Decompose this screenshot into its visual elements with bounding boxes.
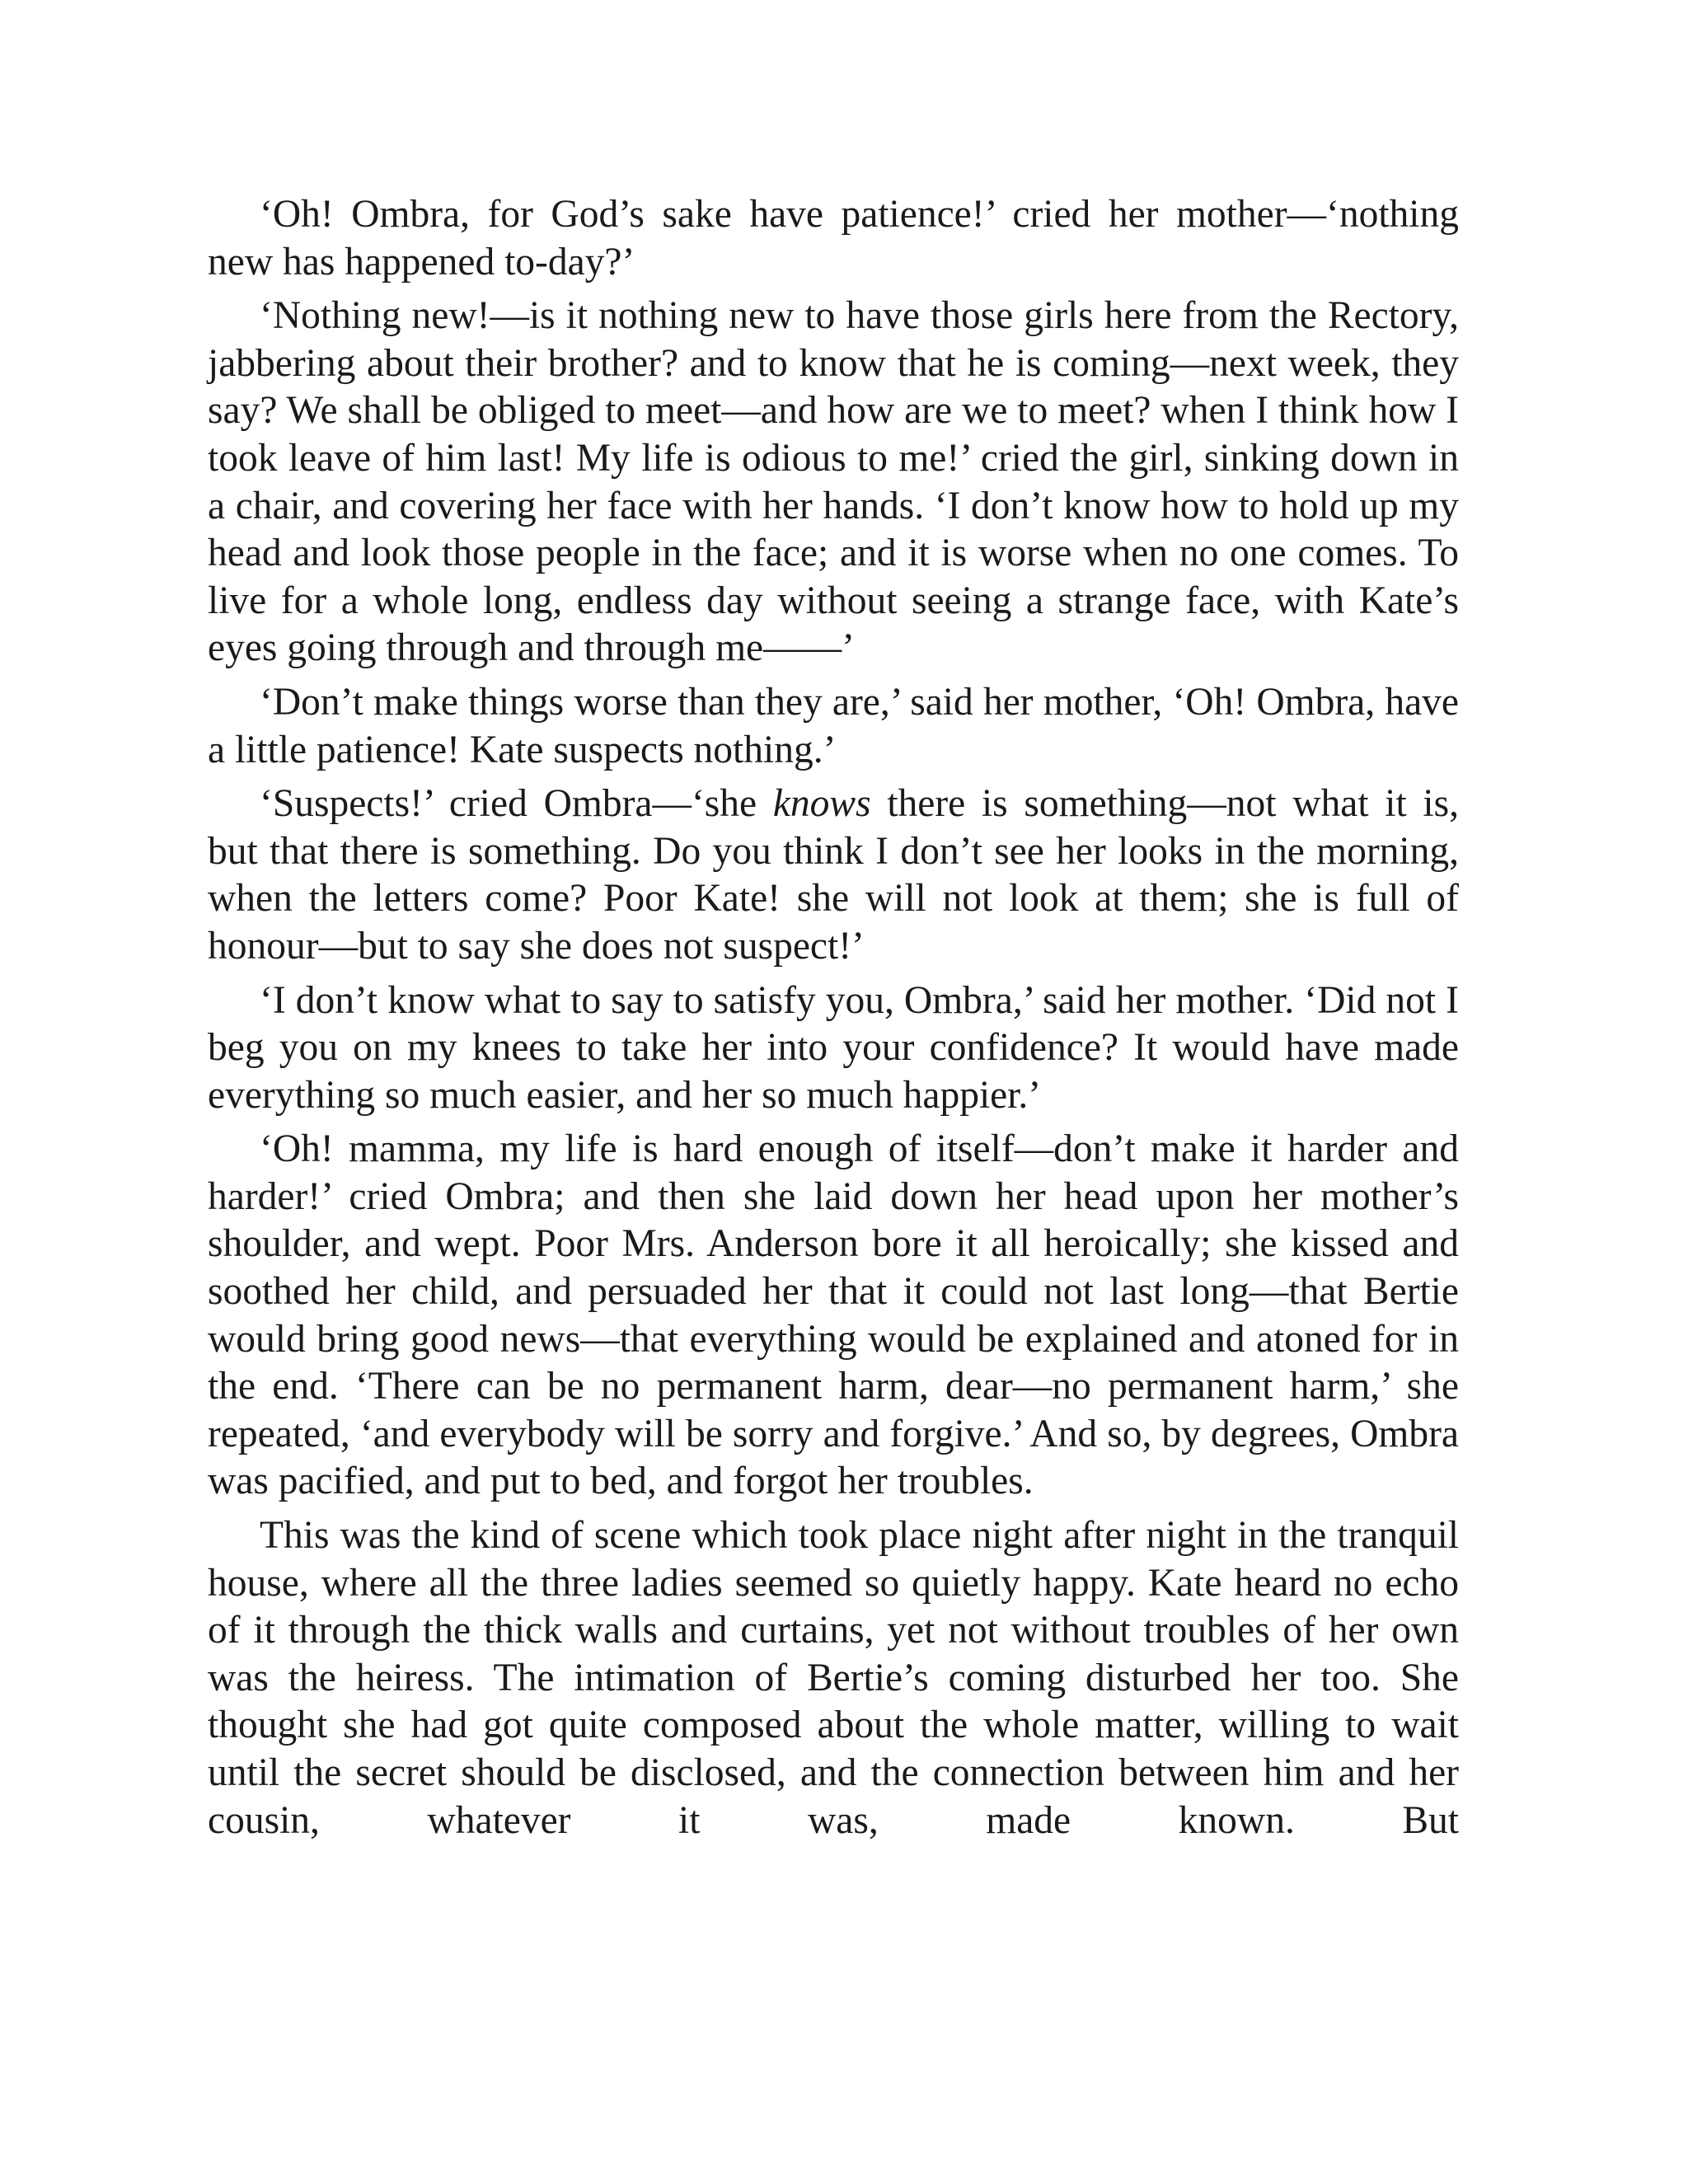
paragraph-2 bbox=[208, 293, 1459, 673]
text-run: ‘Don’t make things worse than they are,’ said her mother, ‘Oh! Ombra, have a little patience! Kate suspects nothing.’ bbox=[208, 680, 1459, 771]
italic-text: knows bbox=[772, 782, 871, 826]
text-run: ‘I don’t know what to say to satisfy you, Ombra,’ said her mother. ‘Did not I beg you on my knees to take her into your confidence? It would have made everything so much easier, and her so much happier.’ bbox=[208, 978, 1459, 1117]
text-run: ‘Oh! mamma, my life is hard enough of itself—don’t make it harder and harder!’ cried Ombra; and then she laid down her head upon her mother’s shoulder, and wept. Poor Mrs. Anderson bore it all heroically; she kissed and soothed her child, and persuaded her that it could not last long—that Bertie would bring good news—that everything would be explained and atoned for in the end. ‘There can be no permanent harm, dear—no permanent harm,’ she repeated, ‘and everybody will be sorry and forgive.’ And so, by degrees, Ombra was pacified, and put to bed, and forgot her troubles. bbox=[208, 1127, 1459, 1503]
paragraph-7 bbox=[208, 1512, 1459, 1844]
paragraph-3 bbox=[208, 679, 1459, 774]
paragraph-6 bbox=[208, 1126, 1459, 1506]
paragraph-1 bbox=[208, 191, 1459, 286]
text-run: This was the kind of scene which took place night after night in the tranquil house, where all the three ladies seemed so quietly happy. Kate heard no echo of it through the thick walls and curtains, yet not without troubles of her own was the heiress. The intimation of Bertie’s coming disturbed her too. She thought she had got quite composed about the whole matter, willing to wait until the secret should be disclosed, and the connection between him and her cousin, whatever it was, made known. But bbox=[208, 1514, 1459, 1842]
document-page bbox=[208, 191, 1459, 1851]
text-run: ‘Oh! Ombra, for God’s sake have patience!’ cried her mother—‘nothing new has happened to-day?’ bbox=[208, 193, 1459, 284]
paragraph-4 bbox=[208, 780, 1459, 970]
text-run: there is something—not what it is, but that there is something. Do you think I don’t see her looks in the morning, when the letters come? Poor Kate! she will not look at them; she is full of honour—but to say she does not suspect!’ bbox=[208, 782, 1459, 968]
paragraph-5 bbox=[208, 977, 1459, 1120]
text-run: ‘Nothing new!—is it nothing new to have those girls here from the Rectory, jabbering about their brother? and to know that he is coming—next week, they say? We shall be obliged to meet—and how are we to meet? when I think how I took leave of him last! My life is odious to me!’ cried the girl, sinking down in a chair, and covering her face with her hands. ‘I don’t know how to hold up my head and look those people in the face; and it is worse when no one comes. To live for a whole long, endless day without seeing a strange face, with Kate’s eyes going through and through me——’ bbox=[208, 294, 1459, 670]
text-run: ‘Suspects!’ cried Ombra—‘she bbox=[260, 782, 773, 826]
